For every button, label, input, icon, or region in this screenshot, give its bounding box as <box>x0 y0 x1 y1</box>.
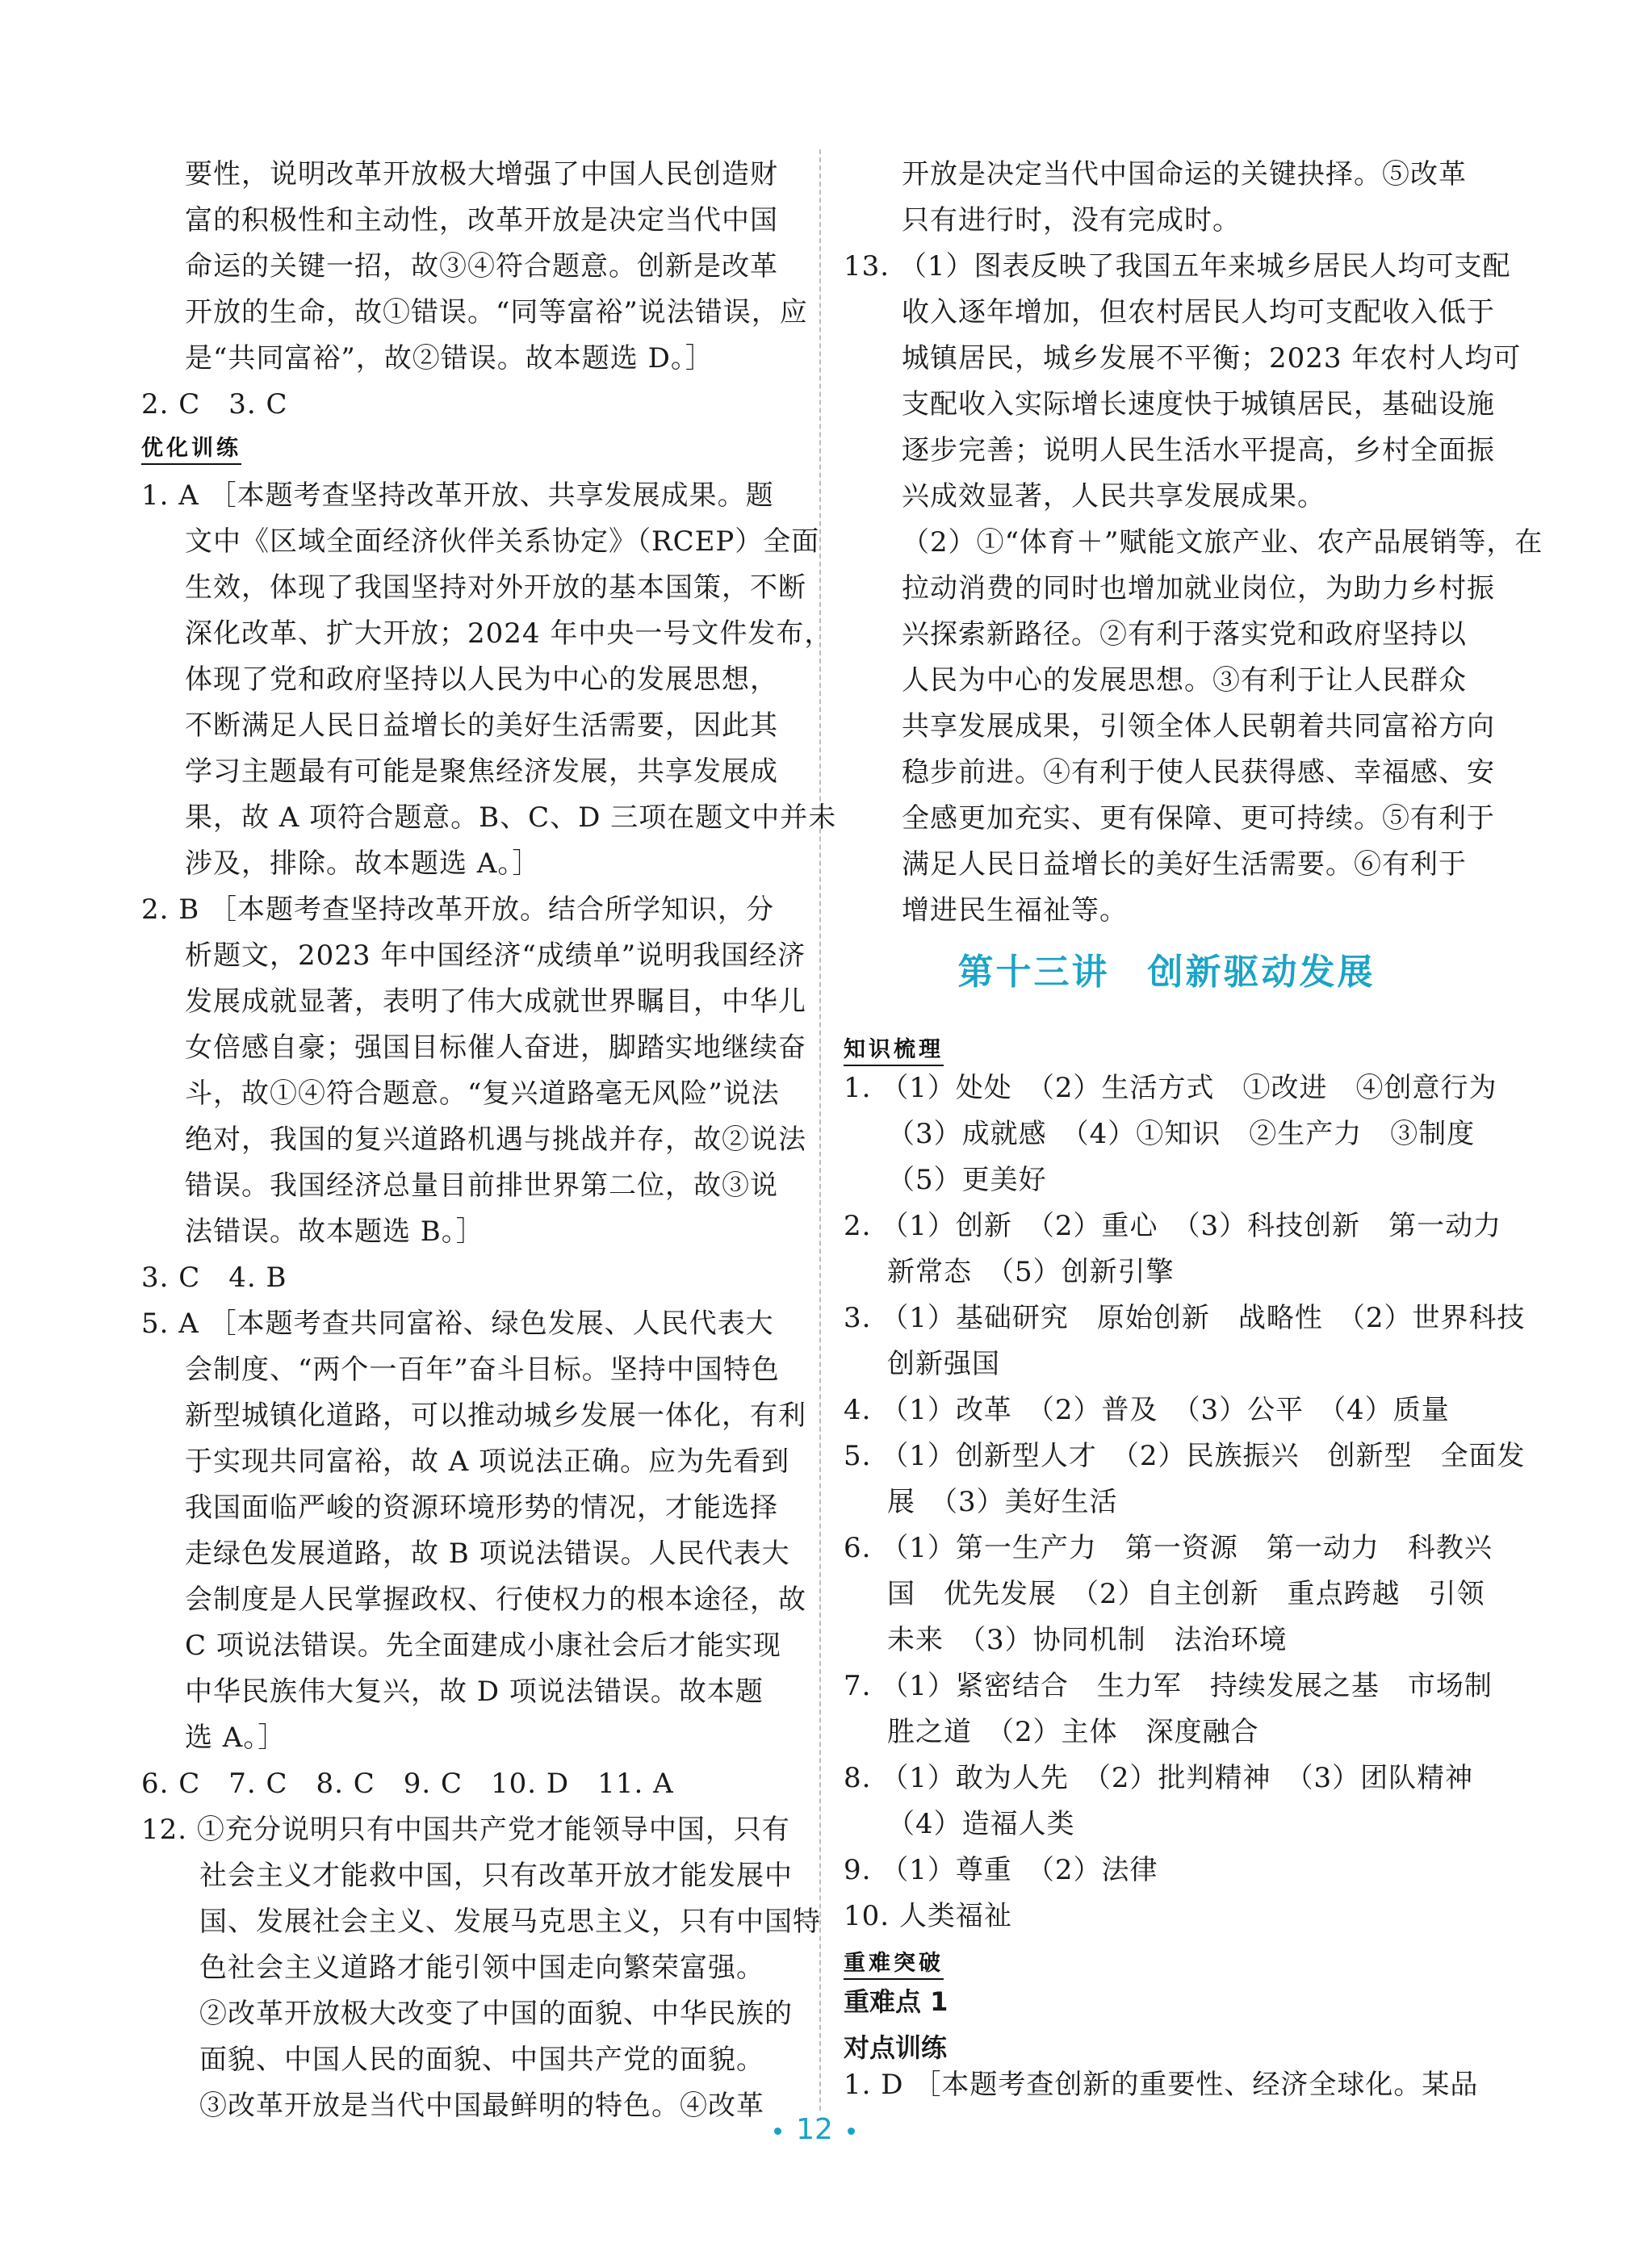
text-line: 面貌、中国人民的面貌、中国共产党的面貌。 <box>199 2044 764 2076</box>
text-line: 富的积极性和主动性，改革开放是决定当代中国 <box>185 204 778 236</box>
text-line: ②改革开放极大改变了中国的面貌、中华民族的 <box>199 1998 793 2030</box>
text-line: 稳步前进。④有利于使人民获得感、幸福感、安 <box>902 756 1495 789</box>
list-item: （4）造福人类 <box>887 1808 1075 1840</box>
dot-icon <box>774 2128 781 2135</box>
text-line: 13. （1）图表反映了我国五年来城乡居民人均可支配 <box>844 250 1511 282</box>
list-item: （5）更美好 <box>887 1164 1047 1196</box>
list-item: 2. （1）创新 （2）重心 （3）科技创新 第一动力 <box>844 1210 1502 1242</box>
question-last <box>844 2062 1489 2108</box>
text-line: 兴探索新路径。②有利于落实党和政府坚持以 <box>902 618 1467 651</box>
text-line: 1. A ［本题考查坚持改革开放、共享发展成果。题 <box>141 479 774 512</box>
text-line: 析题文，2023 年中国经济“成绩单”说明我国经济 <box>185 939 806 972</box>
text-line: C 项说法错误。先全面建成小康社会后才能实现 <box>185 1630 781 1662</box>
text-line: 1. D ［本题考查创新的重要性、经济全球化。某品 <box>844 2069 1479 2101</box>
answer-line: 2. C 3. C <box>141 388 288 421</box>
text-line: 斗，故①④符合题意。“复兴道路毫无风险”说法 <box>185 1078 780 1110</box>
list-item: 创新强国 <box>887 1348 1000 1380</box>
text-line: 我国面临严峻的资源环境形势的情况，才能选择 <box>185 1492 778 1524</box>
text-line: 发展成就显著，表明了伟大成就世界瞩目，中华儿 <box>185 985 806 1018</box>
text-line: 只有进行时，没有完成时。 <box>902 204 1241 236</box>
text-line: 女倍感自豪；强国目标催人奋进，脚踏实地继续奋 <box>185 1031 806 1064</box>
text-line: 收入逐年增加，但农村居民人均可支配收入低于 <box>902 296 1495 328</box>
list-item: 国 优先发展 （2）自主创新 重点跨越 引领 <box>887 1578 1485 1610</box>
list-item: 胜之道 （2）主体 深度融合 <box>887 1716 1259 1748</box>
question-2 <box>141 887 806 1301</box>
text-line: 深化改革、扩大开放；2024 年中央一号文件发布， <box>185 617 833 650</box>
section-heading-zhongnan: 重难突破 <box>844 1945 944 1980</box>
text-line: 会制度、“两个一百年”奋斗目标。坚持中国特色 <box>185 1354 780 1386</box>
text-line: 满足人民日益增长的美好生活需要。⑥有利于 <box>902 848 1467 881</box>
text-line: 增进民生福祉等。 <box>902 894 1128 927</box>
text-line: 文中《区域全面经济伙伴关系协定》（RCEP）全面 <box>185 525 820 558</box>
answer-line: 3. C 4. B <box>141 1262 287 1294</box>
text-line: 中华民族伟大复兴，故 D 项说法错误。故本题 <box>185 1676 764 1708</box>
text-line: 新型城镇化道路，可以推动城乡发展一体化，有利 <box>185 1400 806 1432</box>
text-line: 色社会主义道路才能引领中国走向繁荣富强。 <box>199 1952 764 1984</box>
list-item: 8. （1）敢为人先 （2）批判精神 （3）团队精神 <box>844 1762 1474 1794</box>
text-line: 2. B ［本题考查坚持改革开放。结合所学知识，分 <box>141 893 775 926</box>
text-line: 命运的关键一招，故③④符合题意。创新是改革 <box>185 250 778 282</box>
text-line: 绝对，我国的复兴道路机遇与挑战并存，故②说法 <box>185 1124 806 1156</box>
text-line: 生效，体现了我国坚持对外开放的基本国策，不断 <box>185 571 806 604</box>
page-number <box>0 2113 1629 2146</box>
text-line: 会制度是人民掌握政权、行使权力的根本途径，故 <box>185 1584 806 1616</box>
dot-icon <box>848 2128 855 2135</box>
text-line: 于实现共同富裕，故 A 项说法正确。应为先看到 <box>185 1446 790 1478</box>
list-item: 3. （1）基础研究 原始创新 战略性 （2）世界科技 <box>844 1302 1526 1334</box>
text-line: 支配收入实际增长速度快于城镇居民，基础设施 <box>902 388 1495 421</box>
list-item: 展 （3）美好生活 <box>887 1486 1118 1518</box>
text-line: 拉动消费的同时也增加就业岗位，为助力乡村振 <box>902 572 1495 605</box>
text-line: 错误。我国经济总量目前排世界第二位，故③说 <box>185 1170 778 1202</box>
section-heading-zhishi: 知识梳理 <box>844 1031 944 1066</box>
knowledge-items <box>844 1065 1526 1940</box>
section-heading-youhua: 优化训练 <box>141 430 241 465</box>
zhongnandian-label: 重难点 1 <box>844 1986 949 2017</box>
list-item: 7. （1）紧密结合 生力军 持续发展之基 市场制 <box>844 1670 1493 1702</box>
text-line: 开放的生命，故①错误。“同等富裕”说法错误，应 <box>185 296 808 328</box>
duidian-label: 对点训练 <box>844 2032 948 2063</box>
text-line: 选 A。］ <box>185 1722 287 1754</box>
chapter-title: 第十三讲 创新驱动发展 <box>957 952 1376 993</box>
list-item: 新常态 （5）创新引擎 <box>887 1256 1175 1288</box>
question-12 <box>141 1807 821 2129</box>
text-line: 法错误。故本题选 B。］ <box>185 1216 484 1248</box>
question-13 <box>844 244 1543 934</box>
text-line: 开放是决定当代中国命运的关键抉择。⑤改革 <box>902 158 1467 190</box>
text-line: （2）①“体育＋”赋能文旅产业、农产品展销等，在 <box>902 526 1543 559</box>
question-5 <box>141 1301 806 1807</box>
question-12-continued <box>844 152 1467 244</box>
list-item: （3）成就感 （4）①知识 ②生产力 ③制度 <box>887 1118 1476 1150</box>
text-line: 涉及，排除。故本题选 A。］ <box>185 847 541 880</box>
list-item: 9. （1）尊重 （2）法律 <box>844 1854 1158 1886</box>
text-line: 不断满足人民日益增长的美好生活需要，因此其 <box>185 709 778 742</box>
text-line: 国、发展社会主义、发展马克思主义，只有中国特 <box>199 1906 821 1938</box>
text-line: 是“共同富裕”，故②错误。故本题选 D。］ <box>185 342 714 375</box>
text-line: 社会主义才能救中国，只有改革开放才能发展中 <box>199 1860 793 1892</box>
text-line: 果，故 A 项符合题意。B、C、D 三项在题文中并未 <box>185 801 837 834</box>
text-line: 走绿色发展道路，故 B 项说法错误。人民代表大 <box>185 1538 790 1570</box>
answer-continuation <box>141 152 808 428</box>
answer-line: 6. C 7. C 8. C 9. C 10. D 11. A <box>141 1768 674 1800</box>
list-item: 4. （1）改革 （2）普及 （3）公平 （4）质量 <box>844 1394 1450 1426</box>
text-line: 要性，说明改革开放极大增强了中国人民创造财 <box>185 158 778 190</box>
text-line: 人民为中心的发展思想。③有利于让人民群众 <box>902 664 1467 697</box>
list-item: 6. （1）第一生产力 第一资源 第一动力 科教兴 <box>844 1532 1493 1564</box>
text-line: 体现了党和政府坚持以人民为中心的发展思想， <box>185 663 778 696</box>
page-number-text: 12 <box>796 2113 833 2146</box>
text-line: 逐步完善；说明人民生活水平提高，乡村全面振 <box>902 434 1495 467</box>
list-item: 10. 人类福祉 <box>844 1900 1012 1932</box>
list-item: 未来 （3）协同机制 法治环境 <box>887 1624 1288 1656</box>
text-line: 5. A ［本题考查共同富裕、绿色发展、人民代表大 <box>141 1308 774 1340</box>
text-line: 共享发展成果，引领全体人民朝着共同富裕方向 <box>902 710 1495 743</box>
text-line: 城镇居民，城乡发展不平衡；2023 年农村人均可 <box>902 342 1522 375</box>
text-line: 全感更加充实、更有保障、更可持续。⑤有利于 <box>902 802 1495 835</box>
text-line: 学习主题最有可能是聚焦经济发展，共享发展成 <box>185 755 778 788</box>
list-item: 5. （1）创新型人才 （2）民族振兴 创新型 全面发 <box>844 1440 1526 1472</box>
text-line: 12. ①充分说明只有中国共产党才能领导中国，只有 <box>141 1814 790 1846</box>
text-line: ③改革开放是当代中国最鲜明的特色。④改革 <box>199 2090 764 2122</box>
question-1 <box>141 473 836 887</box>
text-line: 兴成效显著，人民共享发展成果。 <box>902 480 1325 513</box>
list-item: 1. （1）处处 （2）生活方式 ①改进 ④创意行为 <box>844 1072 1497 1104</box>
